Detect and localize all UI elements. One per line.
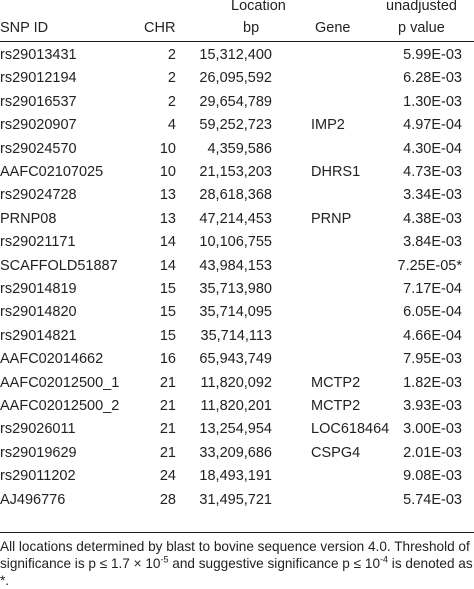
chr-cell: 21 xyxy=(159,374,176,391)
gene-cell: MCTP2 xyxy=(311,374,361,391)
table-row xyxy=(0,184,474,208)
chr-cell: 28 xyxy=(159,491,176,508)
snp-id-cell: rs29011202 xyxy=(0,468,76,485)
p-value-cell: 3.00E-03 xyxy=(403,421,462,438)
p-value-cell: 4.73E-03 xyxy=(403,164,462,180)
gene-cell: IMP2 xyxy=(311,117,345,134)
snp-id-cell: rs29024570 xyxy=(0,140,77,157)
p-value-cell: 6.05E-04 xyxy=(403,304,462,321)
table-row xyxy=(0,44,474,68)
snp-id-cell: SCAFFOLD51887 xyxy=(0,257,118,274)
snp-id-cell: AAFC02014662 xyxy=(0,351,104,368)
snp-id-cell: rs29014819 xyxy=(0,281,77,297)
location-cell: 13,254,954 xyxy=(199,421,272,438)
snp-id-cell: AAFC02012500_2 xyxy=(0,398,120,414)
header-chr: CHR xyxy=(144,20,176,36)
chr-cell: 14 xyxy=(159,234,176,251)
chr-cell: 10 xyxy=(159,140,176,157)
p-value-cell: 6.28E-03 xyxy=(403,70,462,87)
table-row xyxy=(0,465,474,489)
chr-cell: 15 xyxy=(159,281,176,297)
p-value-cell: 5.99E-03 xyxy=(403,47,462,63)
location-cell: 10,106,755 xyxy=(199,234,272,251)
location-cell: 11,820,092 xyxy=(200,374,272,391)
chr-cell: 15 xyxy=(159,304,176,321)
p-value-cell: 4.97E-04 xyxy=(403,117,462,134)
p-value-cell: 9.08E-03 xyxy=(403,468,462,485)
p-value-cell: 7.95E-03 xyxy=(403,351,462,368)
snp-id-cell: rs29024728 xyxy=(0,187,77,204)
location-cell: 11,820,201 xyxy=(200,398,272,414)
location-cell: 35,714,113 xyxy=(200,327,272,344)
p-value-cell: 3.84E-03 xyxy=(403,234,462,251)
location-cell: 15,312,400 xyxy=(199,47,272,63)
p-value-cell: 7.25E-05* xyxy=(397,257,462,274)
snp-id-cell: rs29014821 xyxy=(0,327,77,344)
snp-id-cell: rs29013431 xyxy=(0,47,77,63)
gene-cell: MCTP2 xyxy=(311,398,361,414)
gene-cell: DHRS1 xyxy=(311,164,361,180)
table-row xyxy=(0,91,474,115)
table-row xyxy=(0,255,474,279)
header-rule xyxy=(0,41,474,42)
p-value-cell: 1.82E-03 xyxy=(403,374,462,391)
location-cell: 43,984,153 xyxy=(199,257,272,274)
snp-id-cell: AJ496776 xyxy=(0,491,66,508)
snp-id-cell: rs29014820 xyxy=(0,304,77,321)
snp-id-cell: rs29019629 xyxy=(0,444,77,461)
table-row xyxy=(0,114,474,138)
gene-cell: LOC618464 xyxy=(311,421,390,438)
header-snp-id: SNP ID xyxy=(0,20,49,36)
table-row xyxy=(0,395,474,419)
location-cell: 28,618,368 xyxy=(199,187,272,204)
location-cell: 18,493,191 xyxy=(199,468,272,485)
location-cell: 35,713,980 xyxy=(199,281,272,297)
p-value-cell: 1.30E-03 xyxy=(403,93,462,110)
p-value-cell: 2.01E-03 xyxy=(403,444,462,461)
table-row xyxy=(0,372,474,396)
p-value-cell: 4.38E-03 xyxy=(403,210,462,227)
table-row xyxy=(0,489,474,513)
location-cell: 21,153,203 xyxy=(199,164,272,180)
location-cell: 33,209,686 xyxy=(199,444,272,461)
table-row xyxy=(0,442,474,466)
table-row xyxy=(0,348,474,372)
snp-id-cell: PRNP08 xyxy=(0,210,57,227)
footnote-part3: is denoted as *. xyxy=(0,556,473,588)
snp-id-cell: rs29016537 xyxy=(0,93,77,110)
location-cell: 4,359,586 xyxy=(207,140,272,157)
table-row xyxy=(0,67,474,91)
p-value-cell: 4.66E-04 xyxy=(403,327,462,344)
gene-cell: PRNP xyxy=(311,210,352,227)
chr-cell: 15 xyxy=(159,327,176,344)
header-location-line1: Location xyxy=(231,0,286,14)
chr-cell: 21 xyxy=(159,421,176,438)
p-value-cell: 5.74E-03 xyxy=(403,491,462,508)
table-row xyxy=(0,418,474,442)
bottom-rule xyxy=(0,532,474,533)
header-p-line1: unadjusted xyxy=(386,0,457,14)
chr-cell: 13 xyxy=(159,210,176,227)
location-cell: 65,943,749 xyxy=(199,351,272,368)
header-p-line2: p value xyxy=(398,20,445,36)
header-location-line2: bp xyxy=(243,20,260,36)
table-header xyxy=(0,0,474,42)
p-value-cell: 3.93E-03 xyxy=(403,398,462,414)
location-cell: 29,654,789 xyxy=(199,93,272,110)
snp-id-cell: rs29012194 xyxy=(0,70,77,87)
table-row xyxy=(0,161,474,185)
chr-cell: 24 xyxy=(159,468,176,485)
header-gene: Gene xyxy=(315,20,351,36)
snp-id-cell: rs29021171 xyxy=(0,234,76,251)
snp-id-cell: AAFC02107025 xyxy=(0,164,104,180)
location-cell: 31,495,721 xyxy=(199,491,272,508)
footnote-part2: and suggestive significance p ≤ 10 xyxy=(168,556,380,571)
chr-cell: 2 xyxy=(167,70,176,87)
p-value-cell: 4.30E-04 xyxy=(403,140,462,157)
footnote-exp2: -4 xyxy=(380,554,389,565)
chr-cell: 21 xyxy=(159,444,176,461)
table-footnote xyxy=(0,538,474,589)
chr-cell: 4 xyxy=(167,117,176,134)
location-cell: 47,214,453 xyxy=(199,210,272,227)
table-row xyxy=(0,138,474,162)
table-row xyxy=(0,208,474,232)
snp-id-cell: rs29020907 xyxy=(0,117,77,134)
snp-id-cell: rs29026011 xyxy=(0,421,76,438)
footnote-part1: All locations determined by blast to bovine sequence version 4.0. Threshold of significance is p ≤ 1.7 × 10 xyxy=(0,539,470,571)
p-value-cell: 7.17E-04 xyxy=(403,281,462,297)
p-value-cell: 3.34E-03 xyxy=(403,187,462,204)
table-row xyxy=(0,325,474,349)
table-row xyxy=(0,278,474,302)
chr-cell: 16 xyxy=(159,351,176,368)
table-row xyxy=(0,301,474,325)
table-row xyxy=(0,231,474,255)
location-cell: 26,095,592 xyxy=(199,70,272,87)
chr-cell: 13 xyxy=(159,187,176,204)
chr-cell: 21 xyxy=(159,398,176,414)
chr-cell: 14 xyxy=(159,257,176,274)
footnote-exp1: -5 xyxy=(160,554,169,565)
chr-cell: 10 xyxy=(159,164,176,180)
location-cell: 35,714,095 xyxy=(199,304,272,321)
snp-id-cell: AAFC02012500_1 xyxy=(0,374,120,391)
chr-cell: 2 xyxy=(167,93,176,110)
location-cell: 59,252,723 xyxy=(199,117,272,134)
gene-cell: CSPG4 xyxy=(311,444,361,461)
chr-cell: 2 xyxy=(167,47,176,63)
